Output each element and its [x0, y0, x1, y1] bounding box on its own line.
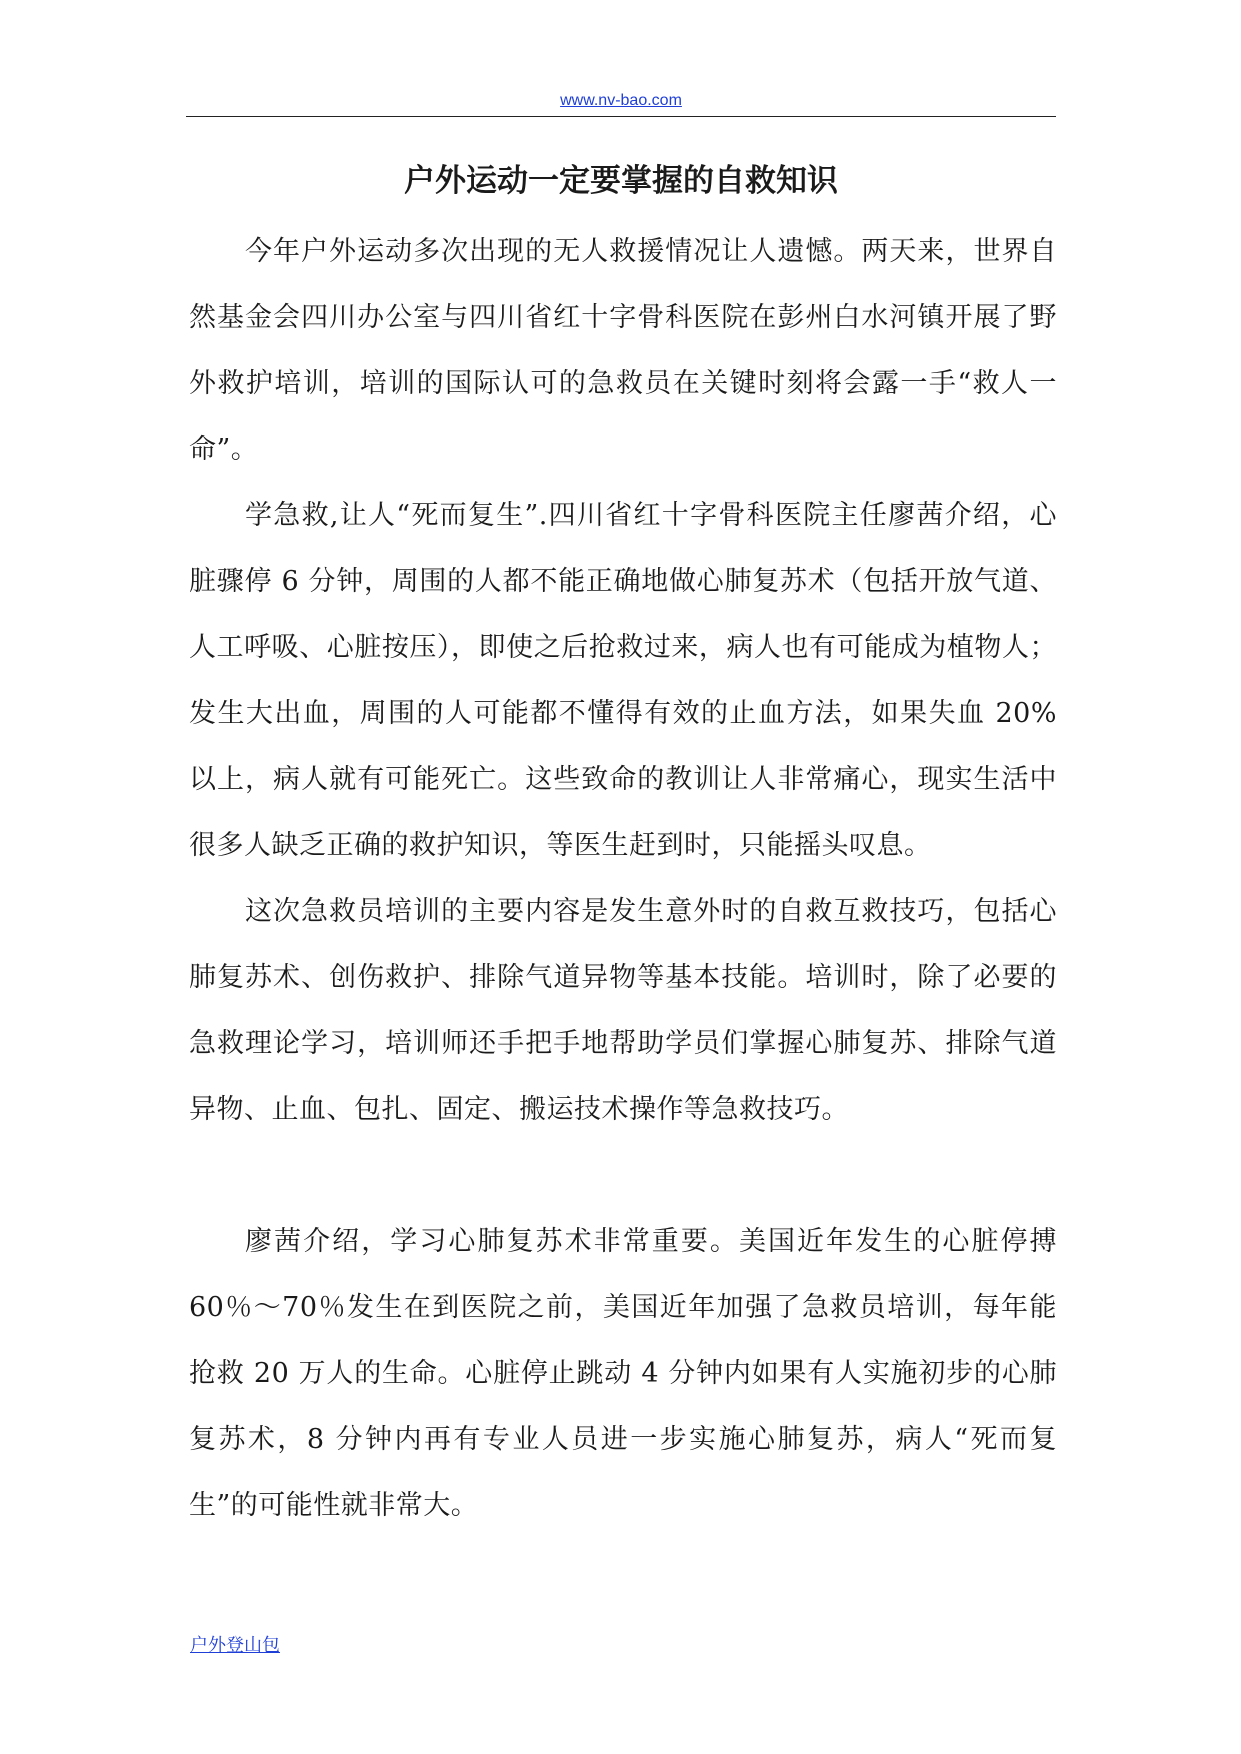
- paragraph-3: 这次急救员培训的主要内容是发生意外时的自救互救技巧，包括心肺复苏术、创伤救护、排除气道异物等基本技能。培训时，除了必要的急救理论学习，培训师还手把手地帮助学员们掌握心肺复苏、排除气道异物、止血、包扎、固定、搬运技术操作等急救技巧。: [189, 896, 1057, 1125]
- paragraph-4: 廖茜介绍，学习心肺复苏术非常重要。美国近年发生的心脏停搏60％～70％发生在到医院之前，美国近年加强了急救员培训，每年能抢救 20 万人的生命。心脏停止跳动 4 分钟内如果有人实施初步的心肺复苏术，8 分钟内再有专业人员进一步实施心肺复苏，病人“死而复生”的可能性就非常大。: [189, 1226, 1057, 1521]
- page-header: [186, 88, 1056, 117]
- paragraph-1: 今年户外运动多次出现的无人救援情况让人遗憾。两天来，世界自然基金会四川办公室与四川省红十字骨科医院在彭州白水河镇开展了野外救护培训，培训的国际认可的急救员在关键时刻将会露一手“救人一命”。: [189, 236, 1057, 465]
- paragraph-2: 学急救,让人“死而复生”.四川省红十字骨科医院主任廖茜介绍，心脏骤停 6 分钟，周围的人都不能正确地做心肺复苏术（包括开放气道、人工呼吸、心脏按压），即使之后抢救过来，病人也有可能成为植物人；发生大出血，周围的人可能都不懂得有效的止血方法，如果失血 20%以上，病人就有可能死亡。这些致命的教训让人非常痛心，现实生活中很多人缺乏正确的救护知识，等医生赶到时，只能摇头叹息。: [189, 500, 1057, 861]
- document-body: [189, 219, 1057, 1539]
- document-title: 户外运动一定要掌握的自救知识: [404, 163, 838, 199]
- paragraph-spacer: [189, 1143, 1057, 1209]
- footer-link[interactable]: 户外登山包: [190, 1635, 280, 1656]
- header-url-link[interactable]: www.nv-bao.com: [560, 92, 682, 109]
